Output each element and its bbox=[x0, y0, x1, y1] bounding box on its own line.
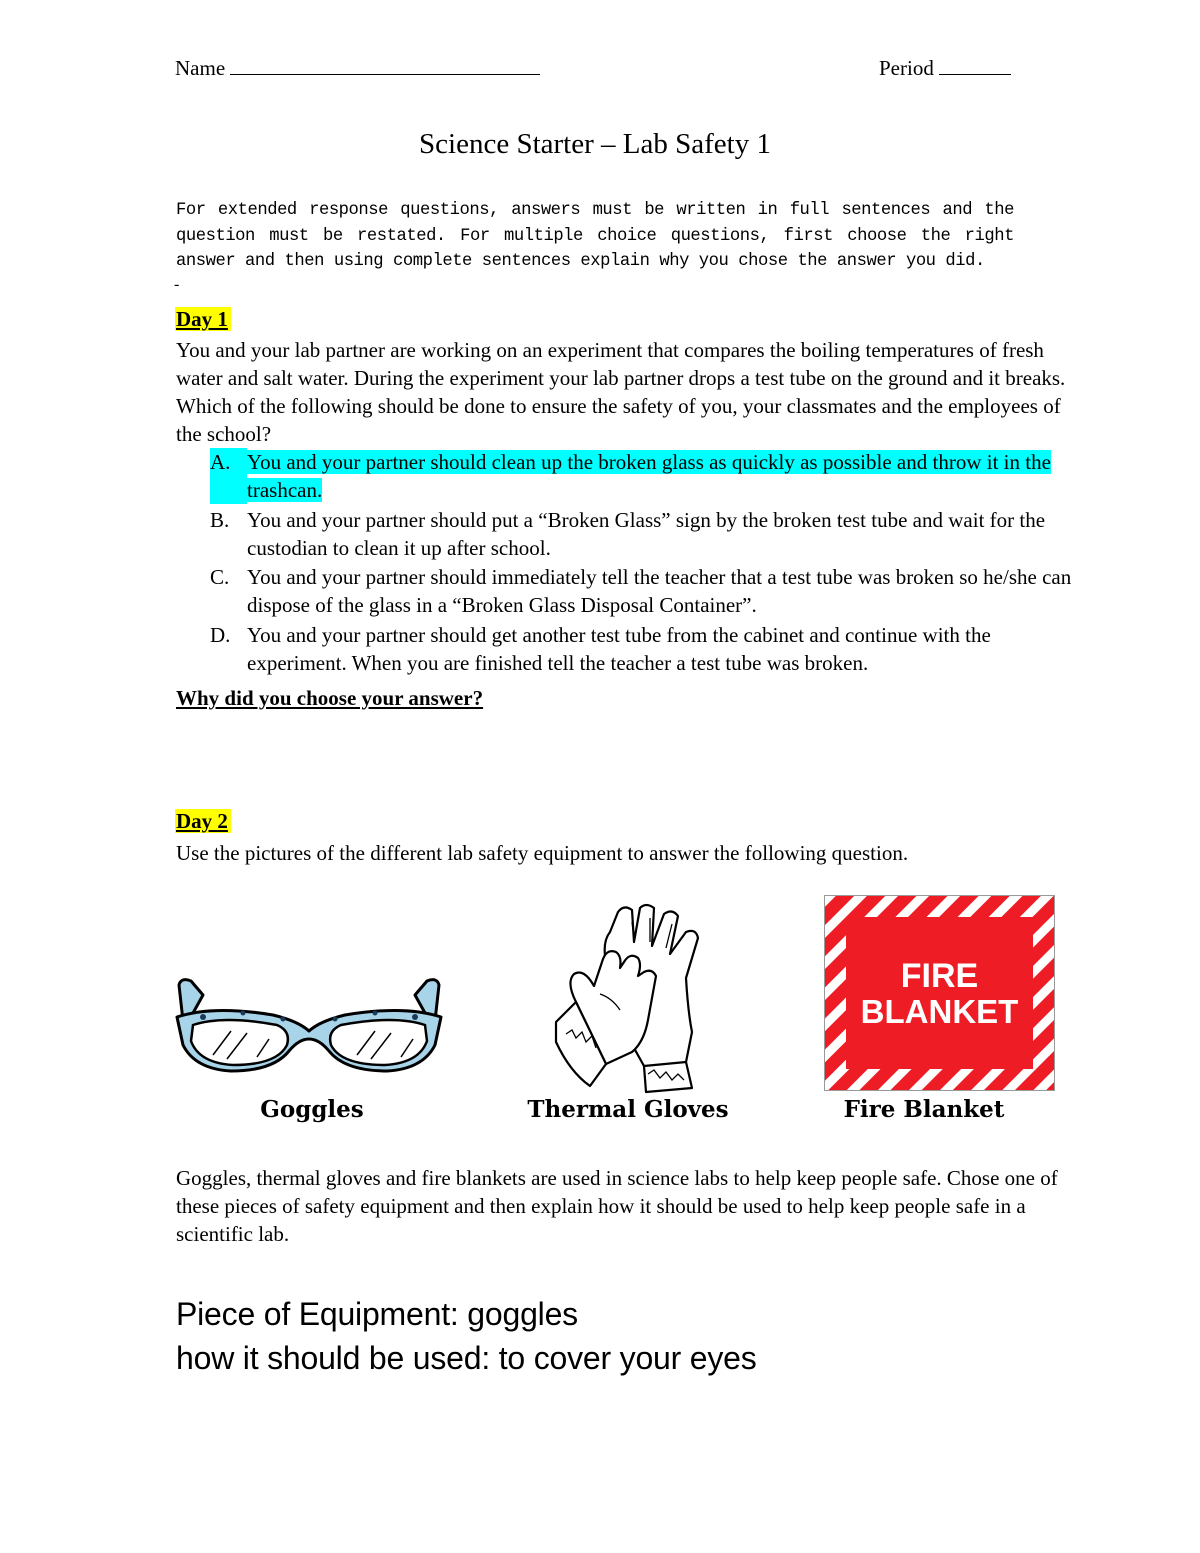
day2-question: Goggles, thermal gloves and fire blankets are used in science labs to help keep people safe. Chose one of these pieces of safety equipment and then explain how it should be used to help keep people safe in a scientific lab. bbox=[176, 1166, 1058, 1246]
option-a[interactable] bbox=[210, 448, 1090, 504]
thermal-gloves-icon bbox=[536, 902, 728, 1094]
option-letter: C. bbox=[210, 565, 230, 589]
name-blank[interactable] bbox=[230, 56, 540, 75]
day1-question: You and your lab partner are working on an experiment that compares the boiling temperatures of fresh water and salt water. During the experiment your lab partner drops a test tube on the ground and it breaks. Which of the following should be done to ensure the safety of you, your classmates and the employees of the school? bbox=[176, 338, 1066, 446]
page-title: Science Starter – Lab Safety 1 bbox=[419, 128, 771, 160]
option-c[interactable] bbox=[210, 563, 1090, 619]
sign-text-blanket: BLANKET bbox=[860, 993, 1019, 1030]
option-d[interactable] bbox=[210, 621, 1090, 677]
answer-usage[interactable]: how it should be used: to cover your eyes bbox=[176, 1340, 757, 1376]
option-text: You and your partner should get another test tube from the cabinet and continue with the experiment. When you are finished tell the teacher a test tube was broken. bbox=[247, 622, 991, 675]
day1-heading bbox=[175, 307, 231, 332]
option-text: You and your partner should clean up the broken glass as quickly as possible and throw it in the trashcan. bbox=[247, 450, 1051, 502]
answer-equipment[interactable]: Piece of Equipment: goggles bbox=[176, 1296, 578, 1332]
fire-blanket-sign bbox=[824, 895, 1055, 1091]
sign-text-fire: FIRE bbox=[900, 957, 979, 995]
day2-intro: Use the pictures of the different lab safety equipment to answer the following question. bbox=[176, 841, 909, 865]
option-letter: D. bbox=[210, 622, 231, 647]
period-blank[interactable] bbox=[939, 56, 1011, 75]
why-prompt: Why did you choose your answer? bbox=[176, 686, 484, 710]
day1-options bbox=[210, 448, 1090, 678]
goggles-caption: Goggles bbox=[260, 1096, 364, 1123]
stray-mark: - bbox=[174, 276, 180, 293]
name-label: Name bbox=[175, 56, 226, 80]
period-label: Period bbox=[879, 56, 934, 80]
name-field bbox=[175, 56, 540, 81]
option-b[interactable] bbox=[210, 506, 1090, 562]
period-field bbox=[879, 56, 1011, 81]
day2-label: Day 2 bbox=[175, 809, 231, 833]
option-text: You and your partner should put a “Broken Glass” sign by the broken test tube and wait for the custodian to clean it up after school. bbox=[247, 507, 1046, 560]
day1-label: Day 1 bbox=[175, 307, 231, 331]
instructions: For extended response questions, answers must be written in full sentences and the question must be restated. For multiple choice questions, first choose the right answer and then using complete sentences explain why you chose the answer you did. bbox=[176, 201, 1014, 271]
goggles-icon bbox=[173, 973, 445, 1073]
option-text: You and your partner should immediately tell the teacher that a test tube was broken so he/she can dispose of the glass in a “Broken Glass Disposal Container”. bbox=[247, 565, 1072, 617]
option-letter: B. bbox=[210, 507, 230, 532]
day2-heading bbox=[175, 809, 231, 834]
fire-blanket-caption: Fire Blanket bbox=[843, 1096, 1005, 1123]
option-letter: A. bbox=[210, 448, 247, 504]
thermal-gloves-caption: Thermal Gloves bbox=[527, 1096, 729, 1123]
